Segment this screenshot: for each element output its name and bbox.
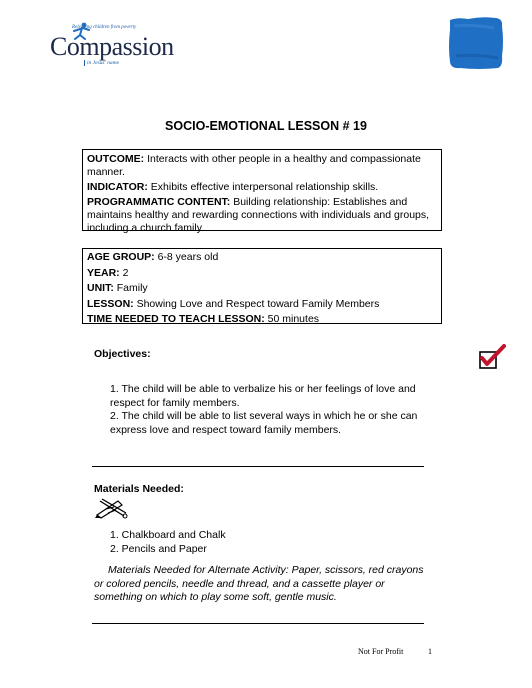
age-line <box>87 251 437 265</box>
objective-item: 2. The child will be able to list several ways in which he or she can express love and respect toward family members. <box>110 410 418 436</box>
outcome-label: OUTCOME: <box>87 153 145 165</box>
unit-line <box>87 282 437 296</box>
year-text: 2 <box>119 266 129 279</box>
content-label: PROGRAMMATIC CONTENT: <box>87 196 231 208</box>
alternate-materials: Materials Needed for Alternate Activity: Paper, scissors, red crayons or colored pencils, needle and thread, and a cassette player or something on which to play some soft, gentle music. <box>94 564 424 603</box>
lesson-label: LESSON: <box>87 297 134 310</box>
lesson-title: SOCIO-EMOTIONAL LESSON # 19 <box>165 119 367 133</box>
indicator-line <box>87 181 437 194</box>
section-divider <box>92 466 424 467</box>
checkbox-check-icon <box>478 344 506 370</box>
unit-label: UNIT: <box>87 282 114 294</box>
content-text: Building relationship: Establishes and maintains healthy and rewarding connections with individuals and groups, including a church family. <box>87 196 430 234</box>
objectives-list <box>110 383 430 437</box>
compassion-logo <box>50 22 174 68</box>
material-item: 2. Pencils and Paper <box>110 542 207 555</box>
indicator-label: INDICATOR: <box>87 181 148 193</box>
logo-subline: in Jesus' name <box>84 60 119 66</box>
section-divider <box>92 623 424 624</box>
materials-list <box>110 529 226 556</box>
logo-tagline: Releasing children from poverty <box>72 25 137 30</box>
page-number: 1 <box>428 647 432 656</box>
unit-text: Family <box>113 282 148 294</box>
lesson-line <box>87 298 437 312</box>
indicator-text: Exhibits effective interpersonal relationship skills. <box>147 181 379 193</box>
objectives-heading: Objectives: <box>94 348 151 360</box>
logo-wordmark: Compassion <box>50 32 174 61</box>
material-item: 1. Chalkboard and Chalk <box>110 529 226 541</box>
outcome-line <box>87 153 437 179</box>
lesson-text: Showing Love and Respect toward Family Members <box>133 297 380 310</box>
content-line <box>87 196 437 235</box>
age-text: 6-8 years old <box>154 251 219 263</box>
crayon-scissors-icon <box>94 497 128 519</box>
blue-brand-block <box>448 16 504 70</box>
age-label: AGE GROUP: <box>87 251 155 263</box>
time-label: TIME NEEDED TO TEACH LESSON: <box>87 313 265 325</box>
year-line <box>87 267 437 281</box>
year-label: YEAR: <box>87 266 120 279</box>
footer-text: Not For Profit <box>358 647 404 656</box>
time-line <box>87 313 437 327</box>
materials-heading: Materials Needed: <box>94 483 184 495</box>
lesson-info-box <box>82 248 442 324</box>
objective-item: 1. The child will be able to verbalize his or her feelings of love and respect for family members. <box>110 383 416 409</box>
time-text: 50 minutes <box>264 313 320 325</box>
outcome-text: Interacts with other people in a healthy and compassionate manner. <box>87 153 421 178</box>
outcome-box <box>82 149 442 234</box>
